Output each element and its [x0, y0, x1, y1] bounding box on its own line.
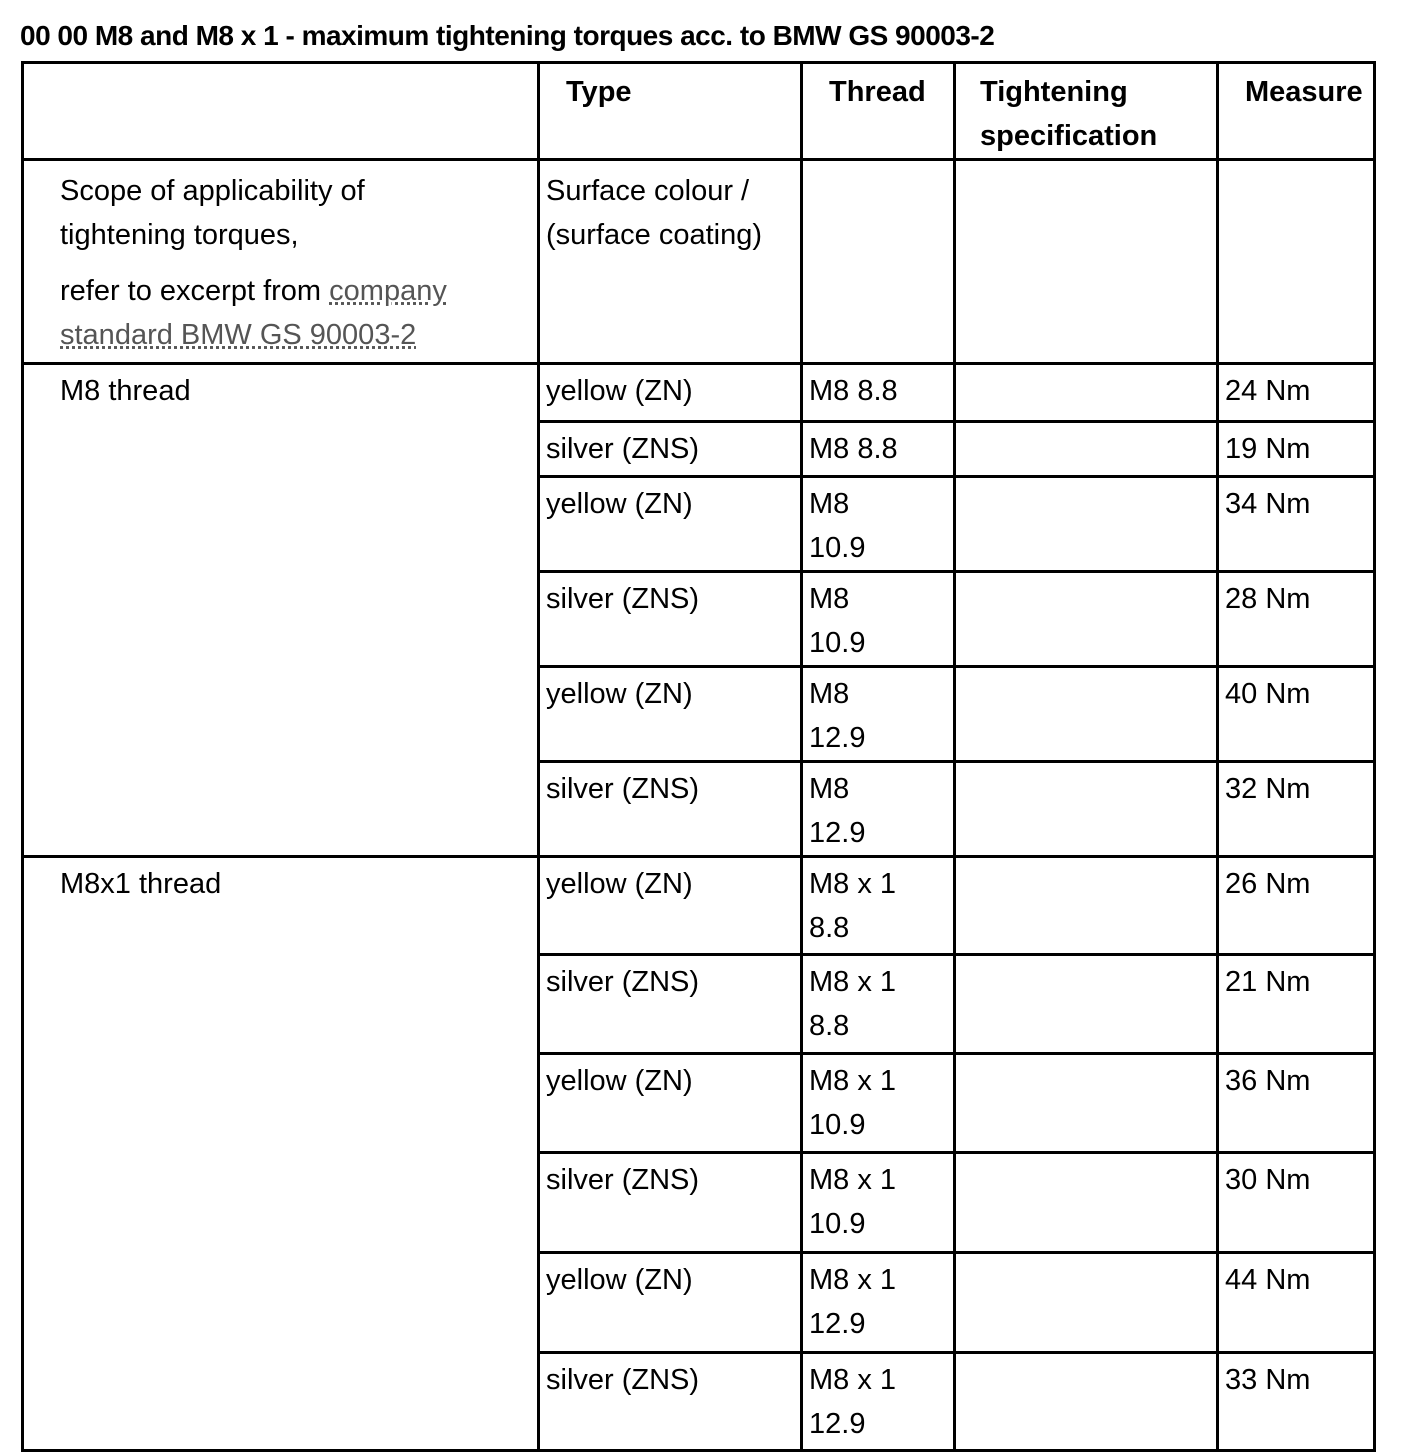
- measure-cell: 30 Nm: [1218, 1153, 1375, 1253]
- header-thread: Thread: [802, 63, 955, 160]
- measure-cell: 32 Nm: [1218, 762, 1375, 857]
- scope-row: [23, 160, 1375, 364]
- tightening-spec-cell: [955, 364, 1218, 422]
- thread-cell: M8 10.9: [802, 572, 955, 667]
- scope-measure: [1218, 160, 1375, 364]
- tightening-spec-cell: [955, 572, 1218, 667]
- company-standard-link[interactable]: company standard BMW GS 90003-2: [60, 275, 447, 351]
- scope-line-2: [60, 269, 531, 357]
- surface-type-cell: silver (ZNS): [539, 572, 802, 667]
- tightening-spec-cell: [955, 1253, 1218, 1353]
- measure-cell: 28 Nm: [1218, 572, 1375, 667]
- surface-type-cell: yellow (ZN): [539, 364, 802, 422]
- surface-type-cell: yellow (ZN): [539, 857, 802, 955]
- surface-type-cell: yellow (ZN): [539, 1253, 802, 1353]
- table-row: [23, 364, 1375, 422]
- surface-type-cell: silver (ZNS): [539, 955, 802, 1054]
- surface-type-cell: silver (ZNS): [539, 1153, 802, 1253]
- measure-cell: 40 Nm: [1218, 667, 1375, 762]
- scope-thread: [802, 160, 955, 364]
- measure-cell: 36 Nm: [1218, 1054, 1375, 1153]
- surface-type-cell: silver (ZNS): [539, 1353, 802, 1451]
- thread-cell: M8 x 1 8.8: [802, 857, 955, 955]
- measure-cell: 33 Nm: [1218, 1353, 1375, 1451]
- thread-cell: M8 12.9: [802, 762, 955, 857]
- surface-type-cell: yellow (ZN): [539, 477, 802, 572]
- thread-group-label: M8x1 thread: [23, 857, 539, 1451]
- tightening-spec-cell: [955, 762, 1218, 857]
- scope-type: Surface colour / (surface coating): [539, 160, 802, 364]
- thread-cell: M8 x 1 10.9: [802, 1054, 955, 1153]
- thread-cell: M8 x 1 12.9: [802, 1253, 955, 1353]
- header-type: Type: [539, 63, 802, 160]
- surface-type-cell: silver (ZNS): [539, 422, 802, 477]
- tightening-spec-cell: [955, 477, 1218, 572]
- tightening-spec-cell: [955, 955, 1218, 1054]
- tightening-spec-cell: [955, 1054, 1218, 1153]
- table-row: [23, 857, 1375, 955]
- header-row: [23, 63, 1375, 160]
- page-title: 00 00 M8 and M8 x 1 - maximum tightening torques acc. to BMW GS 90003-2: [20, 20, 995, 51]
- tightening-spec-cell: [955, 667, 1218, 762]
- tightening-spec-cell: [955, 1153, 1218, 1253]
- thread-cell: M8 8.8: [802, 364, 955, 422]
- measure-cell: 44 Nm: [1218, 1253, 1375, 1353]
- scope-line-1: Scope of applicability of tightening torques,: [60, 175, 365, 251]
- measure-cell: 24 Nm: [1218, 364, 1375, 422]
- measure-cell: 21 Nm: [1218, 955, 1375, 1054]
- thread-cell: M8 x 1 12.9: [802, 1353, 955, 1451]
- measure-cell: 34 Nm: [1218, 477, 1375, 572]
- scope-description: [23, 160, 539, 364]
- measure-cell: 26 Nm: [1218, 857, 1375, 955]
- header-tightening-specification: Tightening specification: [955, 63, 1218, 160]
- torque-table: [21, 61, 1376, 1452]
- scope-refer-text: refer to excerpt from: [60, 275, 330, 307]
- header-measure: Measure: [1218, 63, 1375, 160]
- surface-type-cell: silver (ZNS): [539, 762, 802, 857]
- thread-cell: M8 10.9: [802, 477, 955, 572]
- surface-type-cell: yellow (ZN): [539, 667, 802, 762]
- thread-group-label: M8 thread: [23, 364, 539, 857]
- thread-cell: M8 x 1 8.8: [802, 955, 955, 1054]
- tightening-spec-cell: [955, 1353, 1218, 1451]
- thread-cell: M8 8.8: [802, 422, 955, 477]
- thread-cell: M8 x 1 10.9: [802, 1153, 955, 1253]
- header-blank: [23, 63, 539, 160]
- measure-cell: 19 Nm: [1218, 422, 1375, 477]
- tightening-spec-cell: [955, 857, 1218, 955]
- thread-cell: M8 12.9: [802, 667, 955, 762]
- surface-type-cell: yellow (ZN): [539, 1054, 802, 1153]
- scope-spec: [955, 160, 1218, 364]
- tightening-spec-cell: [955, 422, 1218, 477]
